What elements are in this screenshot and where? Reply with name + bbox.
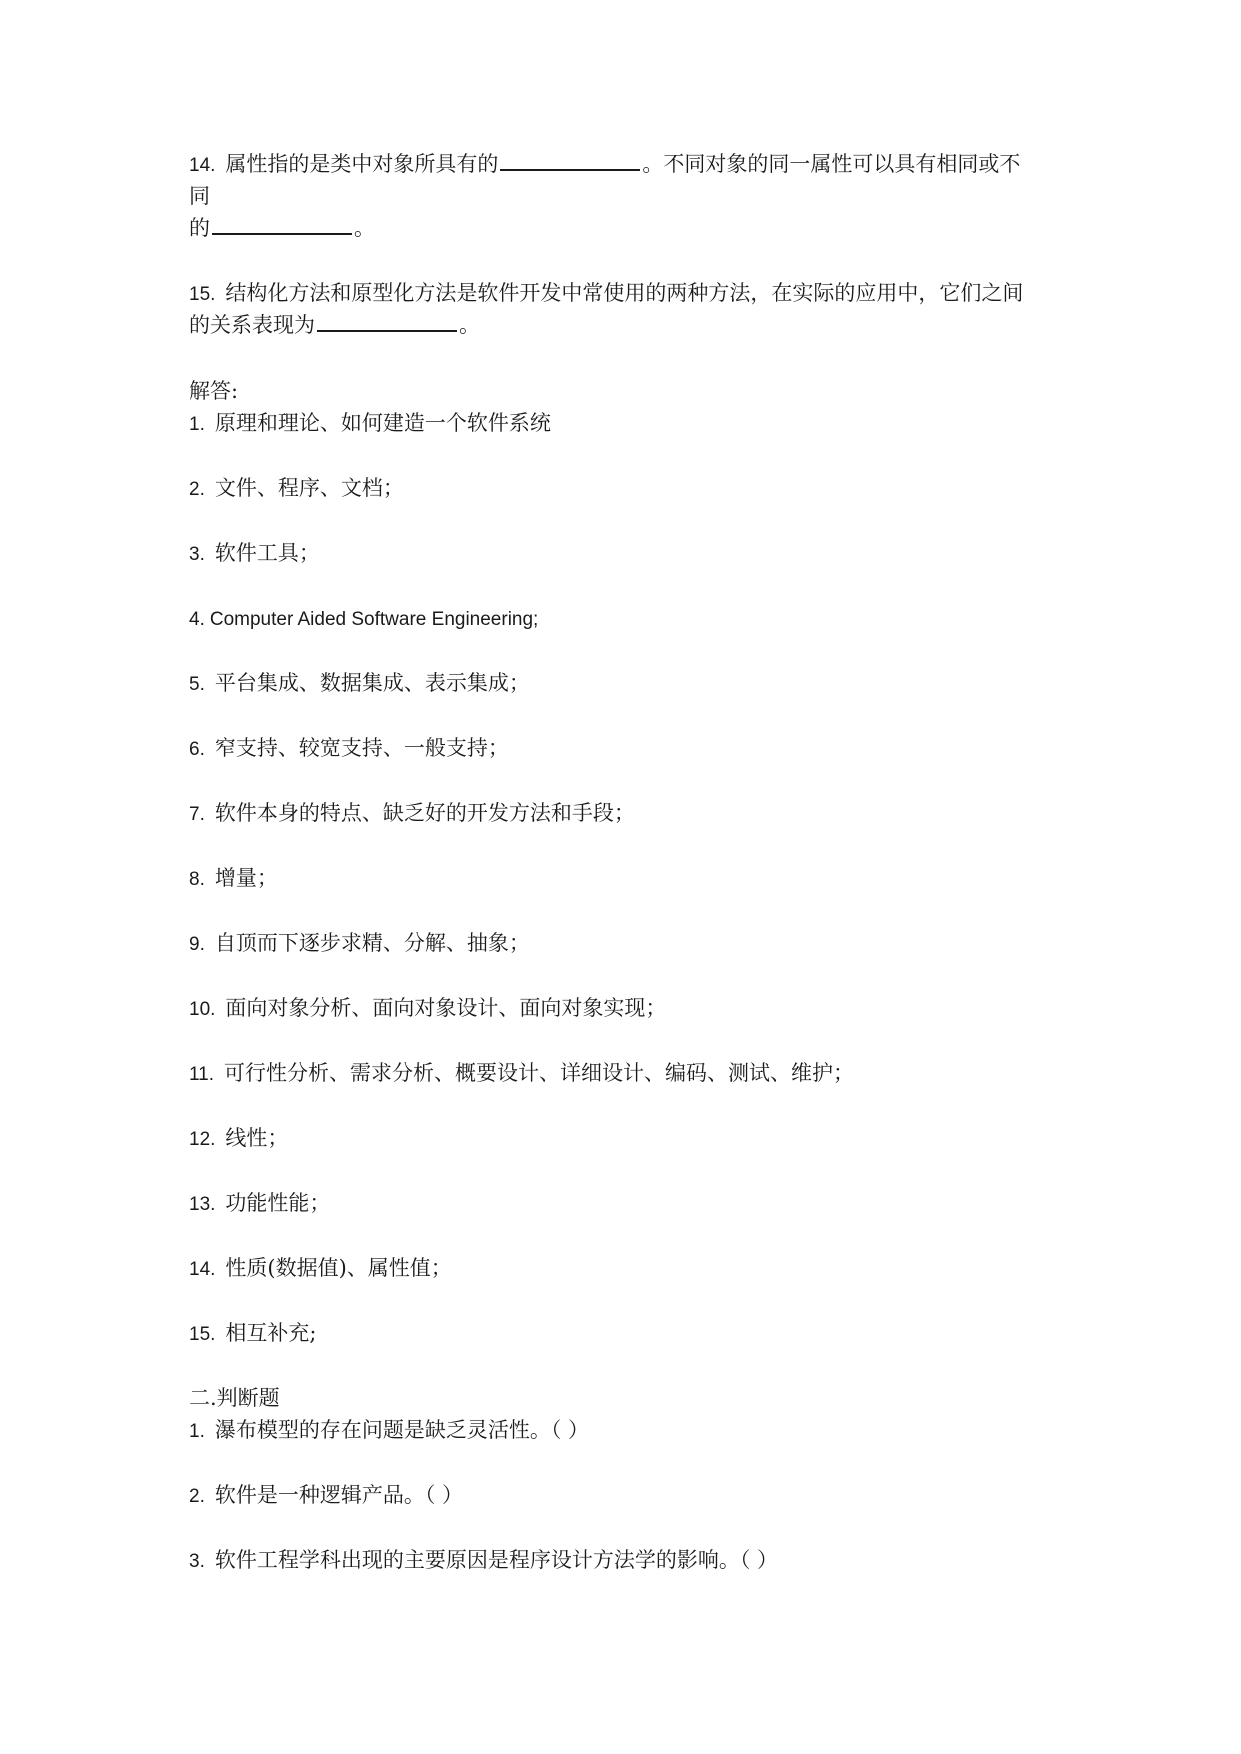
question-14-line-1 (189, 148, 1069, 182)
judge-number: 3. (189, 1551, 205, 1572)
answer-item (189, 862, 1069, 896)
fill-blank (500, 149, 640, 171)
answer-text: 自顶而下逐步求精、分解、抽象； (214, 931, 530, 955)
answer-item (189, 537, 1069, 571)
judge-text: 软件是一种逻辑产品。（ ） (214, 1483, 464, 1507)
answer-number: 2. (189, 479, 205, 500)
answer-item (189, 732, 1069, 766)
answer-number: 10. (189, 999, 216, 1020)
answer-item (189, 472, 1069, 506)
question-text: 。不同对象的同一属性可以具有相同或不 (642, 152, 1021, 176)
question-14-line-2 (189, 180, 1069, 212)
answer-number: 4. (189, 609, 205, 630)
judge-item (189, 1414, 1069, 1448)
answer-text: 面向对象分析、面向对象设计、面向对象实现； (225, 996, 667, 1020)
answer-number: 7. (189, 804, 205, 825)
answer-item (189, 667, 1069, 701)
answer-number: 11. (189, 1064, 215, 1085)
answer-number: 9. (189, 934, 205, 955)
answer-number: 15. (189, 1324, 216, 1345)
answer-number: 8. (189, 869, 205, 890)
judge-item (189, 1544, 1069, 1578)
answer-text: 性质(数据值)、属性值； (225, 1256, 452, 1280)
answer-text: Computer Aided Software Engineering; (209, 609, 539, 630)
question-text: 同 (189, 184, 210, 208)
answer-item (189, 927, 1069, 961)
judge-number: 2. (189, 1486, 205, 1507)
answer-number: 13. (189, 1194, 216, 1215)
answer-item (189, 1252, 1069, 1286)
question-15-line-1 (189, 277, 1069, 311)
answer-number: 14. (189, 1259, 216, 1280)
answer-text: 文件、程序、文档； (214, 476, 404, 500)
answer-item (189, 797, 1069, 831)
answer-text: 功能性能； (225, 1191, 331, 1215)
answer-number: 5. (189, 674, 205, 695)
answer-item (189, 602, 1069, 636)
answer-number: 12. (189, 1129, 216, 1150)
question-14-line-3 (189, 212, 1069, 244)
answer-text: 线性； (225, 1126, 289, 1150)
answer-item (189, 1057, 1069, 1091)
judge-heading: 二.判断题 (189, 1386, 280, 1410)
answers-heading: 解答: (189, 379, 239, 403)
answer-text: 相互补充; (225, 1321, 317, 1345)
answer-number: 6. (189, 739, 205, 760)
answer-text: 可行性分析、需求分析、概要设计、详细设计、编码、测试、维护； (224, 1061, 855, 1085)
question-text: 结构化方法和原型化方法是软件开发中常使用的两种方法，在实际的应用中，它们之间 (225, 281, 1024, 305)
answer-item (189, 1122, 1069, 1156)
answer-text: 增量； (214, 866, 278, 890)
answer-number: 1. (189, 414, 205, 435)
answer-item (189, 992, 1069, 1026)
judge-text: 软件工程学科出现的主要原因是程序设计方法学的影响。（ ） (214, 1548, 779, 1572)
fill-blank (212, 213, 352, 235)
answer-text: 软件工具； (214, 541, 320, 565)
judge-text: 瀑布模型的存在问题是缺乏灵活性。（ ） (214, 1418, 590, 1442)
answer-text: 窄支持、较宽支持、一般支持； (214, 736, 509, 760)
question-text: 的关系表现为 (189, 313, 315, 337)
answer-number: 3. (189, 544, 205, 565)
judge-number: 1. (189, 1421, 205, 1442)
question-text: 的 (189, 216, 210, 240)
answer-text: 原理和理论、如何建造一个软件系统 (214, 411, 551, 435)
answer-item (189, 1317, 1069, 1351)
question-number: 14. (189, 155, 216, 176)
answer-text: 平台集成、数据集成、表示集成； (214, 671, 530, 695)
question-number: 15. (189, 284, 216, 305)
answer-text: 软件本身的特点、缺乏好的开发方法和手段； (214, 801, 635, 825)
judge-item (189, 1479, 1069, 1513)
answer-item (189, 407, 1069, 441)
fill-blank (317, 310, 457, 332)
question-text: 。 (459, 313, 480, 337)
answer-item (189, 1187, 1069, 1221)
question-text: 。 (354, 216, 375, 240)
question-text: 属性指的是类中对象所具有的 (225, 152, 499, 176)
question-15-line-2 (189, 309, 1069, 341)
